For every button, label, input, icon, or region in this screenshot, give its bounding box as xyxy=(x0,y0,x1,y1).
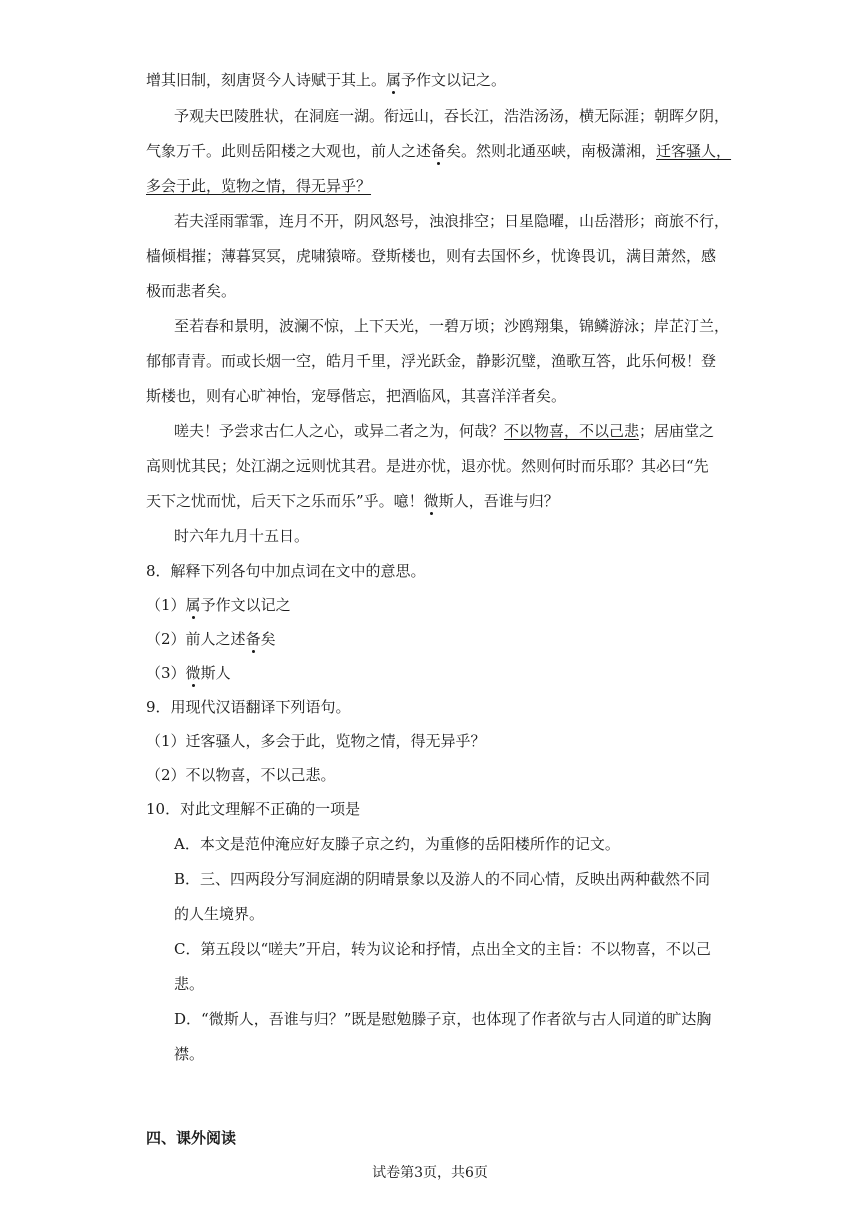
question-9-item: （1）迁客骚人，多会于此，览物之情，得无异乎？ xyxy=(146,732,486,750)
option-d: D．“微斯人，吾谁与归？”既是慰勉滕子京，也体现了作者欲与古人同道的旷达胸 xyxy=(174,1010,712,1028)
option-c-cont: 悲。 xyxy=(174,975,205,993)
underlined-text: 迁客骚人， xyxy=(656,142,732,160)
passage-line: 气象万千。此则岳阳楼之大观也，前人之述备矣。然则北通巫峡，南极潇湘，迁客骚人， xyxy=(146,142,732,160)
passage-line xyxy=(0,176,860,196)
dotted-char: 属 xyxy=(185,596,201,614)
passage-line: 斯楼也，则有心旷神怡，宠辱偕忘，把酒临风，其喜洋洋者矣。 xyxy=(146,387,567,405)
question-9-title: 9．用现代汉语翻译下列语句。 xyxy=(146,698,351,716)
dotted-char: 属 xyxy=(386,71,402,89)
passage-line: 高则忧其民；处江湖之远则忧其君。是进亦忧，退亦忧。然则何时而乐耶？其必曰“先 xyxy=(146,457,709,475)
section-heading: 四、课外阅读 xyxy=(146,1129,237,1147)
question-10-title: 10．对此文理解不正确的一项是 xyxy=(146,800,361,818)
question-8-item: （1）属予作文以记之 xyxy=(146,596,291,614)
page-footer: 试卷第3页，共6页 xyxy=(372,1165,488,1181)
passage-line: 天下之忧而忧，后天下之乐而乐”乎。噫！微斯人，吾谁与归？ xyxy=(146,492,559,510)
option-d-cont: 襟。 xyxy=(174,1045,205,1063)
passage-line: 增其旧制，刻唐贤今人诗赋于其上。属予作文以记之。 xyxy=(146,71,507,89)
dotted-char: 备 xyxy=(245,630,261,648)
question-8-item: （3）微斯人 xyxy=(146,664,231,682)
option-a: A．本文是范仲淹应好友滕子京之约，为重修的岳阳楼所作的记文。 xyxy=(174,835,620,853)
passage-line: 至若春和景明，波澜不惊，上下天光，一碧万顷；沙鸥翔集，锦鳞游泳；岸芷汀兰， xyxy=(174,317,730,335)
dotted-char: 微 xyxy=(185,664,201,682)
option-b-cont: 的人生境界。 xyxy=(174,905,265,923)
question-8-item: （2）前人之述备矣 xyxy=(146,630,276,648)
passage-line: 极而悲者矣。 xyxy=(146,282,237,300)
passage-line: 嗟夫！予尝求古仁人之心，或异二者之为，何哉？不以物喜，不以己悲；居庙堂之 xyxy=(174,422,715,440)
option-b: B．三、四两段分写洞庭湖的阴晴景象以及游人的不同心情，反映出两种截然不同 xyxy=(174,870,711,888)
dotted-char: 微 xyxy=(423,492,439,510)
passage-line: 若夫淫雨霏霏，连月不开，阴风怒号，浊浪排空；日星隐曜，山岳潜形；商旅不行， xyxy=(174,212,730,230)
passage-line: 予观夫巴陵胜状，在洞庭一湖。衔远山，吞长江，浩浩汤汤，横无际涯；朝晖夕阴， xyxy=(174,107,730,125)
option-c: C．第五段以“嗟夫”开启，转为议论和抒情，点出全文的主旨：不以物喜，不以己 xyxy=(174,940,711,958)
question-9-item: （2）不以物喜，不以己悲。 xyxy=(146,766,336,784)
passage-line: 樯倾楫摧；薄暮冥冥，虎啸猿啼。登斯楼也，则有去国怀乡，忧谗畏讥，满目萧然，感 xyxy=(146,247,717,265)
underlined-text: 多会于此，览物之情，得无异乎？ xyxy=(146,177,372,195)
underlined-text: 不以物喜，不以己悲 xyxy=(504,422,640,440)
passage-date: 时六年九月十五日。 xyxy=(174,527,310,545)
question-8-title: 8．解释下列各句中加点词在文中的意思。 xyxy=(146,562,426,580)
passage-line: 郁郁青青。而或长烟一空，皓月千里，浮光跃金，静影沉璧，渔歌互答，此乐何极！登 xyxy=(146,352,717,370)
dotted-char: 备 xyxy=(431,142,447,160)
